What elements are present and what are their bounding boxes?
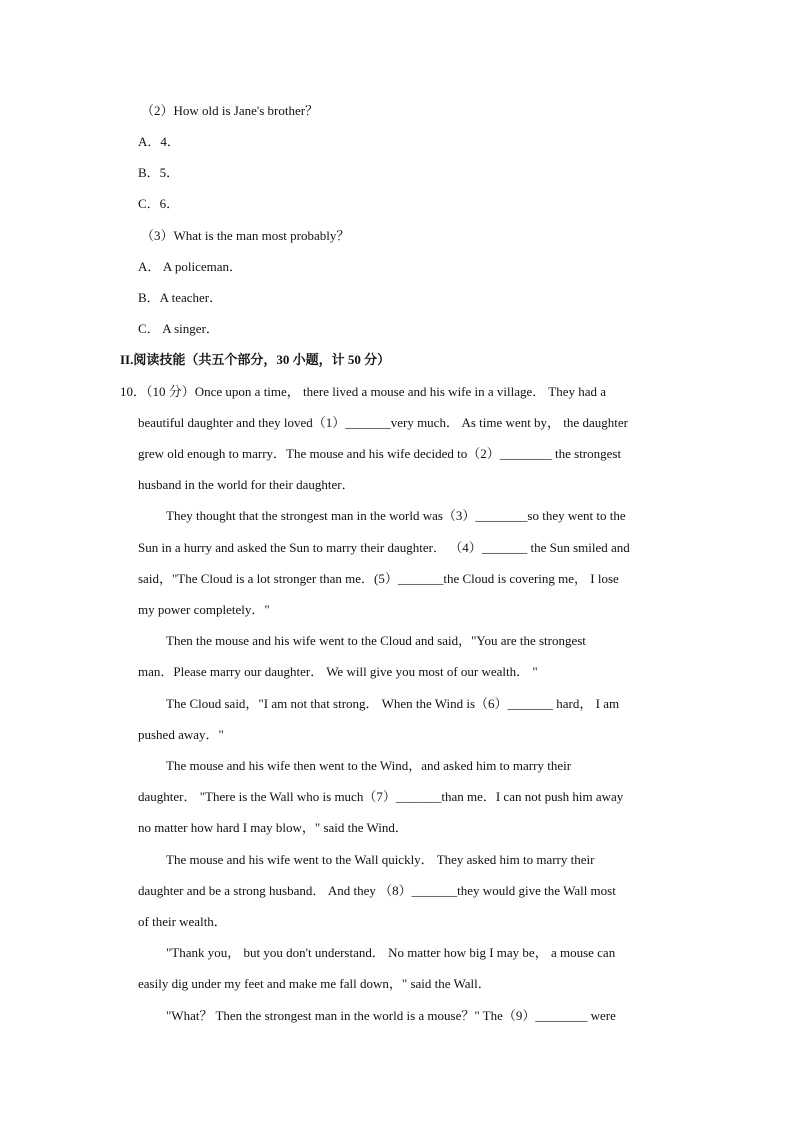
passage-line: man．Please marry our daughter． We will give you most of our wealth． " <box>138 664 538 679</box>
passage-line: Then the mouse and his wife went to the Cloud and said，"You are the strongest <box>166 633 586 648</box>
passage-line: "What？ Then the strongest man in the world is a mouse？" The（9）________ were <box>166 1008 616 1023</box>
passage-line: Sun in a hurry and asked the Sun to marry their daughter． （4）_______ the Sun smiled and <box>138 540 630 555</box>
question-3-stem: （3）What is the man most probably？ <box>141 228 350 243</box>
question-3-option-b: B．A teacher． <box>138 290 223 305</box>
passage-line: "Thank you， but you don't understand． No matter how big I may be， a mouse can <box>166 945 616 960</box>
passage-line: of their wealth． <box>138 914 227 929</box>
passage-line: pushed away．" <box>138 727 224 742</box>
passage-line: easily dig under my feet and make me fall down，" said the Wall． <box>138 976 491 991</box>
passage-line: daughter and be a strong husband． And they （8）_______they would give the Wall most <box>138 883 616 898</box>
passage-line: The mouse and his wife went to the Wall quickly． They asked him to marry their <box>166 852 595 867</box>
question-3-option-c: C． A singer． <box>138 321 219 336</box>
passage-line: my power completely．" <box>138 602 270 617</box>
passage-line: beautiful daughter and they loved（1）_______very much． As time went by， the daughter <box>138 415 628 430</box>
passage-line: no matter how hard I may blow，" said the Wind． <box>138 820 408 835</box>
question-2-option-b: B．5． <box>138 165 180 180</box>
question-2-option-a: A．4． <box>138 134 180 149</box>
section-heading: II.阅读技能（共五个部分，30 小题，计 50 分） <box>120 352 391 367</box>
question-2-stem: （2）How old is Jane's brother？ <box>141 103 319 118</box>
question-2-option-c: C．6． <box>138 196 180 211</box>
passage-line: The mouse and his wife then went to the Wind，and asked him to marry their <box>166 758 572 773</box>
passage-line: daughter． "There is the Wall who is much（7）_______than me．I can not push him away <box>138 789 624 804</box>
passage-line: They thought that the strongest man in the world was（3）________so they went to the <box>166 508 626 523</box>
question-3-option-a: A． A policeman． <box>138 259 242 274</box>
passage-line: 10．（10 分）Once upon a time， there lived a mouse and his wife in a village． They had a <box>120 384 607 399</box>
passage-line: said，"The Cloud is a lot stronger than me．(5）_______the Cloud is covering me， I lose <box>138 571 619 586</box>
passage-line: husband in the world for their daughter． <box>138 477 355 492</box>
passage-line: grew old enough to marry．The mouse and his wife decided to（2）________ the strongest <box>138 446 622 461</box>
passage-line: The Cloud said，"I am not that strong． When the Wind is（6）_______ hard， I am <box>166 696 620 711</box>
